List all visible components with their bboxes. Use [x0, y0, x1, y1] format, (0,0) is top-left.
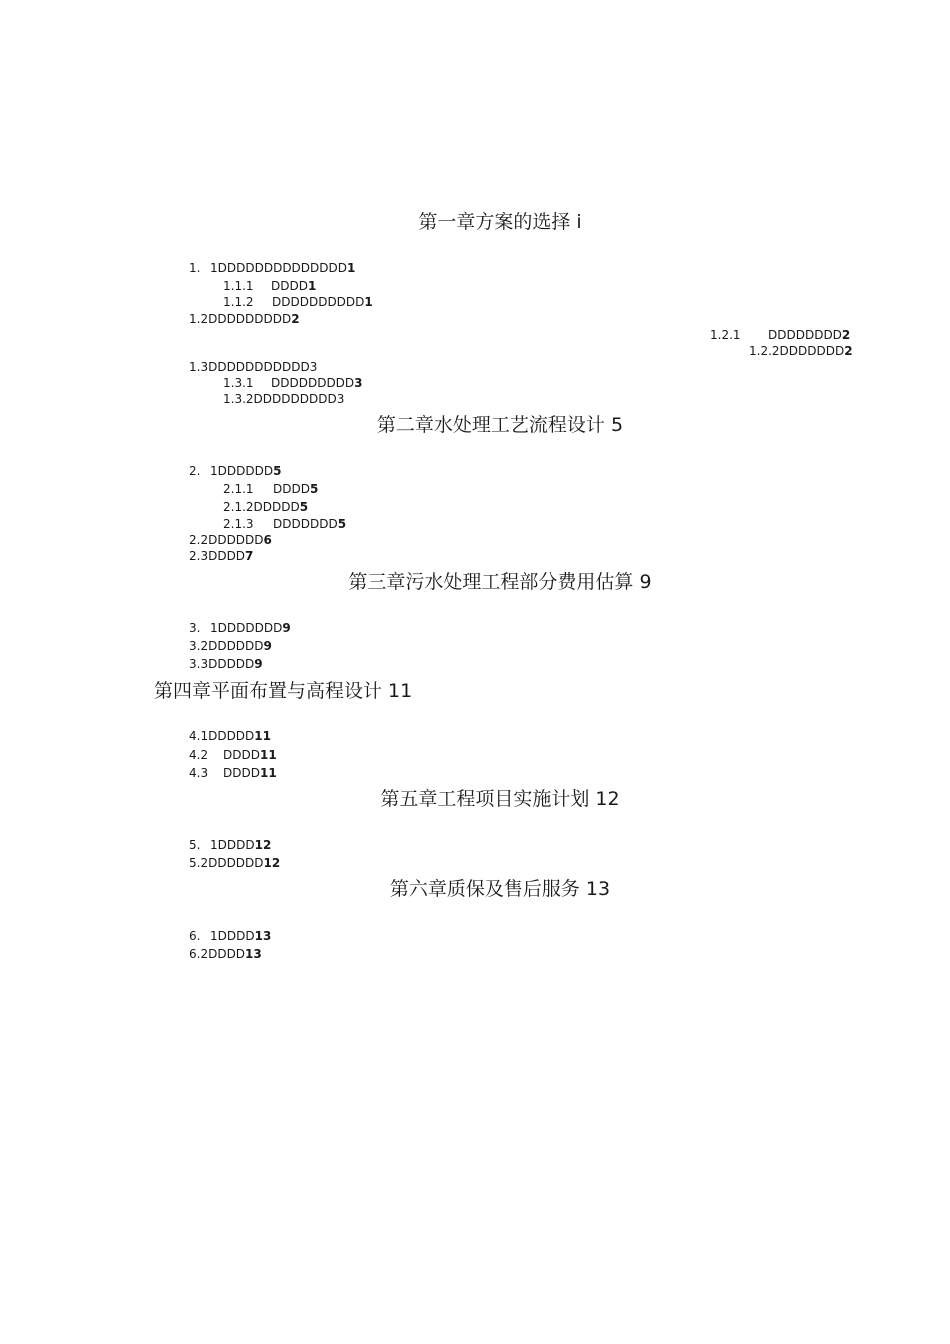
toc-entry-6-1[interactable]	[189, 928, 271, 944]
entry-number: 1.1.2	[223, 295, 254, 309]
entry-text: 1DDDD	[210, 838, 255, 852]
entry-page: 6	[263, 533, 272, 547]
entry-text: DDDD	[273, 482, 310, 496]
toc-entry-1-3-2[interactable]	[223, 391, 344, 407]
entry-text: DDDD	[223, 748, 260, 762]
entry-text: 2.1.2DDDDD	[223, 500, 300, 514]
entry-text: 1.3DDDDDDDDDDD3	[189, 360, 318, 374]
entry-number: 6.	[189, 929, 201, 943]
entry-number: 4.3	[189, 766, 209, 780]
toc-entry-4-1[interactable]	[189, 728, 271, 744]
entry-page: 7	[245, 549, 254, 563]
toc-entry-2-1-3[interactable]	[223, 516, 346, 532]
chapter-1-heading: 第一章方案的选择 i	[418, 211, 582, 233]
entry-page: 12	[254, 838, 272, 852]
entry-page: 5	[299, 500, 309, 514]
entry-text: DDDD	[271, 279, 308, 293]
entry-number: 1.1.1	[223, 279, 254, 293]
entry-page: 1	[307, 279, 317, 293]
entry-page: 9	[263, 639, 272, 653]
entry-page: 5	[337, 517, 347, 531]
toc-entry-4-2[interactable]	[189, 747, 277, 763]
entry-text: 1DDDDDDD	[210, 621, 283, 635]
entry-page: 13	[245, 947, 262, 961]
toc-entry-1-3-1[interactable]	[223, 375, 363, 391]
entry-number: 1.2.1	[710, 328, 741, 342]
entry-number: 1.3.1	[223, 376, 254, 390]
chapter-5-heading: 第五章工程项目实施计划 12	[380, 788, 620, 810]
entry-number: 5.	[189, 838, 201, 852]
entry-text: 1.2DDDDDDDDD	[189, 312, 292, 326]
entry-page: 1	[347, 261, 356, 275]
entry-page: 5	[273, 464, 282, 478]
entry-text: 1.3.2DDDDDDDDD3	[223, 392, 345, 406]
toc-entry-6-2[interactable]	[189, 946, 262, 962]
entry-text: DDDDDDDD	[768, 328, 842, 342]
toc-entry-1-1[interactable]	[189, 260, 355, 276]
toc-entry-1-2-2[interactable]	[749, 343, 853, 359]
toc-entry-4-3[interactable]	[189, 765, 277, 781]
toc-entry-5-2[interactable]	[189, 855, 280, 871]
entry-text: 2.2DDDDDD	[189, 533, 264, 547]
toc-entry-1-1-2[interactable]	[223, 294, 373, 310]
toc-entry-2-1[interactable]	[189, 463, 281, 479]
toc-entry-1-1-1[interactable]	[223, 278, 316, 294]
entry-number: 4.2	[189, 748, 209, 762]
toc-entry-5-1[interactable]	[189, 837, 271, 853]
entry-text: 3.2DDDDDD	[189, 639, 264, 653]
entry-text: DDDDDDD	[273, 517, 338, 531]
toc-entry-1-2-1[interactable]	[710, 327, 850, 343]
entry-text: DDDDDDDDDD	[272, 295, 365, 309]
toc-entry-2-3[interactable]	[189, 548, 253, 564]
entry-text: 1DDDD	[210, 929, 255, 943]
entry-text: 6.2DDDD	[189, 947, 246, 961]
entry-text: DDDDDDDDD	[271, 376, 355, 390]
entry-page: 2	[291, 312, 300, 326]
toc-entry-3-1[interactable]	[189, 620, 291, 636]
toc-entry-3-2[interactable]	[189, 638, 272, 654]
entry-text: 3.3DDDDD	[189, 657, 255, 671]
entry-page: 2	[844, 344, 853, 358]
entry-page: 12	[263, 856, 281, 870]
entry-number: 2.1.1	[223, 482, 254, 496]
toc-entry-3-3[interactable]	[189, 656, 263, 672]
toc-entry-1-2[interactable]	[189, 311, 300, 327]
entry-text: 2.3DDDD	[189, 549, 246, 563]
entry-text: 1DDDDDDDDDDDDDD	[210, 261, 347, 275]
entry-text: 1DDDDDD	[210, 464, 274, 478]
entry-text: 4.1DDDDD	[189, 729, 255, 743]
entry-page: 2	[841, 328, 851, 342]
entry-text: 1.2.2DDDDDDD	[749, 344, 845, 358]
entry-page: 5	[309, 482, 319, 496]
entry-number: 3.	[189, 621, 201, 635]
entry-page: 11	[259, 748, 277, 762]
chapter-3-heading: 第三章污水处理工程部分费用估算 9	[348, 571, 652, 593]
chapter-2-heading: 第二章水处理工艺流程设计 5	[376, 414, 624, 436]
entry-text: DDDD	[223, 766, 260, 780]
entry-page: 13	[254, 929, 272, 943]
entry-page: 9	[282, 621, 291, 635]
entry-number: 2.1.3	[223, 517, 254, 531]
entry-page: 3	[354, 376, 363, 390]
entry-text: 5.2DDDDDD	[189, 856, 264, 870]
entry-page: 11	[259, 766, 277, 780]
toc-entry-2-2[interactable]	[189, 532, 272, 548]
entry-page: 9	[254, 657, 263, 671]
toc-entry-2-1-2[interactable]	[223, 499, 308, 515]
entry-number: 2.	[189, 464, 201, 478]
toc-entry-2-1-1[interactable]	[223, 481, 318, 497]
chapter-4-heading: 第四章平面布置与高程设计 11	[154, 680, 413, 702]
entry-page: 1	[364, 295, 373, 309]
toc-entry-1-3[interactable]	[189, 359, 317, 375]
chapter-6-heading: 第六章质保及售后服务 13	[389, 878, 611, 900]
entry-number: 1.	[189, 261, 201, 275]
entry-page: 11	[254, 729, 271, 743]
